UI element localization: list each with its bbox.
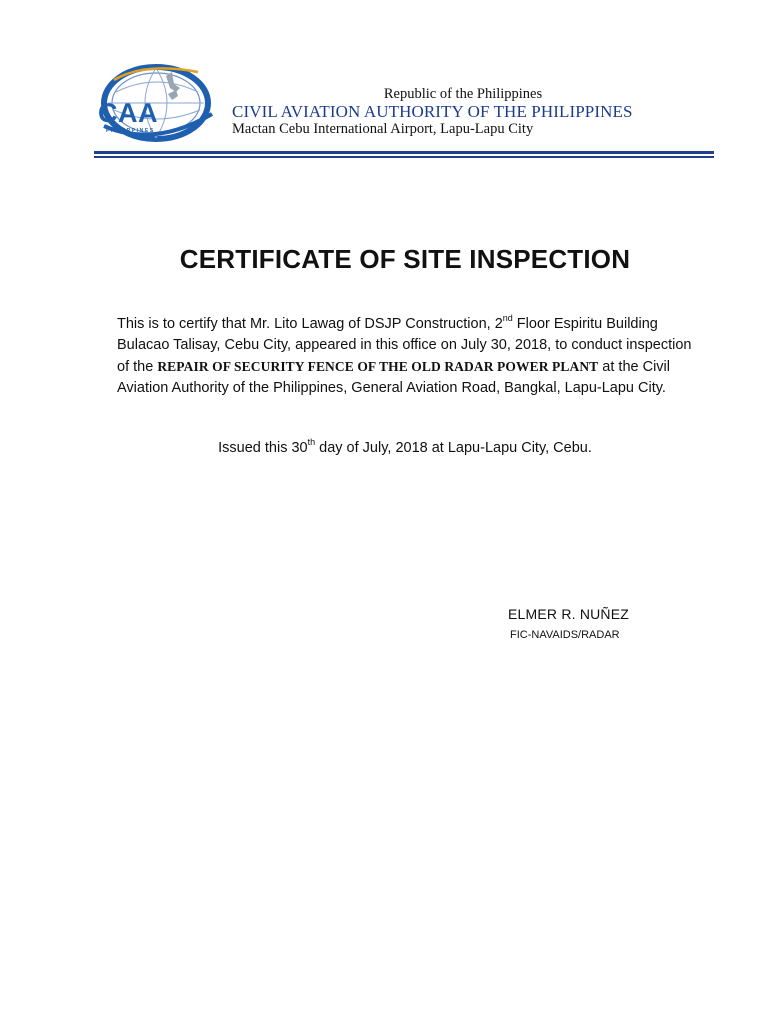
letterhead-rule-top — [94, 151, 714, 154]
body-text-1: This is to certify that Mr. Lito Lawag of DSJP Construction, 2 — [117, 316, 503, 332]
body-text-3: at the Civil Aviation Authority of the Philippines, General Aviation Road, Bangkal, Lapu-Lapu City. — [117, 359, 671, 396]
agency-address: Mactan Cebu International Airport, Lapu-Lapu City — [232, 121, 534, 137]
logo-text: CAA — [98, 98, 158, 128]
issued-text-1: Issued this 30 — [218, 440, 308, 456]
signatory-name: ELMER R. NUÑEZ — [508, 606, 630, 622]
signatory-position: FIC-NAVAIDS/RADAR — [510, 629, 620, 641]
certificate-title: CERTIFICATE OF SITE INSPECTION — [179, 244, 631, 274]
logo-subtext: PHILIPPINES — [106, 128, 155, 134]
certificate-body — [117, 314, 697, 399]
issued-line — [0, 437, 768, 456]
agency-name: CIVIL AVIATION AUTHORITY OF THE PHILIPPINES — [232, 102, 633, 121]
letterhead — [232, 86, 702, 137]
caa-logo — [94, 62, 216, 144]
body-text-2: Floor Espiritu Building Bulacao Talisay, Cebu City, appeared in this office on July 30, 2018, to conduct inspection of the — [117, 316, 692, 375]
body-sup-1: nd — [502, 313, 513, 324]
republic-line: Republic of the Philippines — [383, 86, 543, 102]
letterhead-rule-bottom — [94, 156, 714, 158]
issued-sup: th — [307, 437, 316, 448]
project-name: REPAIR OF SECURITY FENCE OF THE OLD RADAR POWER PLANT — [157, 359, 599, 374]
issued-text-2: day of July, 2018 at Lapu-Lapu City, Cebu. — [315, 440, 592, 456]
